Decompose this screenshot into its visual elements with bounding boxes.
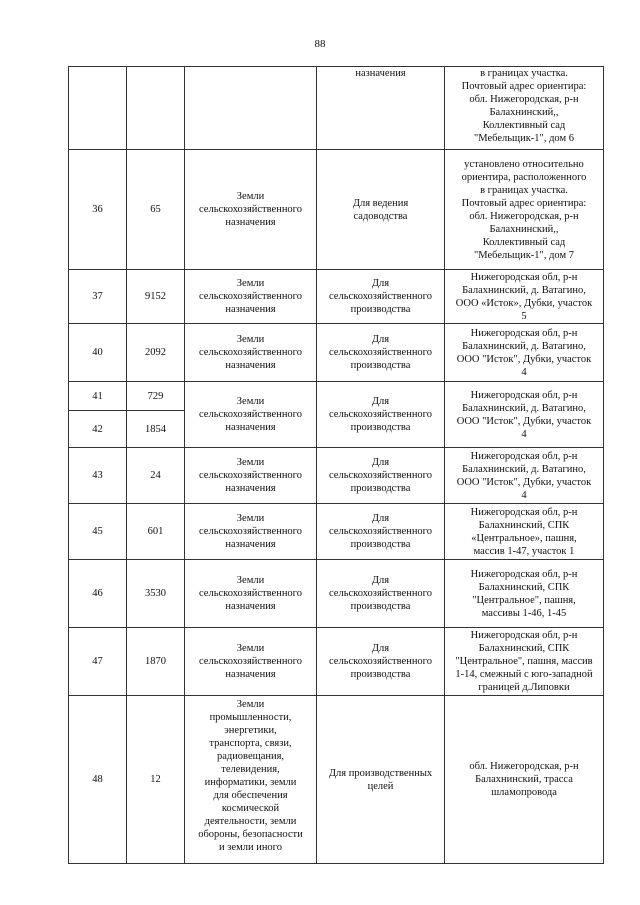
area-cell (127, 67, 185, 150)
table-row (69, 560, 604, 628)
row-number-cell: 36 (69, 150, 127, 270)
land-category-cell: Земли сельскохозяйственного назначения (185, 560, 317, 628)
purpose-cell: Для сельскохозяйственного производства (317, 324, 445, 382)
land-category-cell: Земли сельскохозяйственного назначения (185, 270, 317, 324)
area-cell: 601 (127, 504, 185, 560)
area-cell: 12 (127, 696, 185, 864)
address-cell: установлено относительно ориентира, расположенного в границах участка. Почтовый адрес ориентира: обл. Нижегородская, р-н Балахнинский,, Коллективный сад "Мебельщик-1", дом 7 (445, 150, 604, 270)
purpose-cell: назначения (317, 67, 445, 150)
table-row (69, 150, 604, 270)
table-row (69, 67, 604, 150)
address-cell: обл. Нижегородская, р-н Балахнинский, трасса шламопровода (445, 696, 604, 864)
purpose-cell: Для сельскохозяйственного производства (317, 448, 445, 504)
table-row (69, 448, 604, 504)
address-cell: Нижегородская обл, р-н Балахнинский, д. Ватагино, ООО "Исток", Дубки, участок 4 (445, 382, 604, 448)
area-cell: 24 (127, 448, 185, 504)
land-category-cell: Земли сельскохозяйственного назначения (185, 504, 317, 560)
row-number-cell: 37 (69, 270, 127, 324)
area-cell: 3530 (127, 560, 185, 628)
row-number-cell: 41 (69, 382, 127, 411)
row-number-cell: 40 (69, 324, 127, 382)
area-cell: 1854 (127, 411, 185, 448)
address-cell: Нижегородская обл, р-н Балахнинский, д. Ватагино, ООО "Исток", Дубки, участок 4 (445, 448, 604, 504)
page-number: 88 (314, 38, 326, 50)
purpose-cell: Для сельскохозяйственного производства (317, 628, 445, 696)
address-cell: Нижегородская обл, р-н Балахнинский, СПК «Центральное», пашня, массив 1-47, участок 1 (445, 504, 604, 560)
area-cell: 729 (127, 382, 185, 411)
purpose-cell: Для сельскохозяйственного производства (317, 270, 445, 324)
table-row (69, 504, 604, 560)
row-number-cell: 48 (69, 696, 127, 864)
purpose-cell: Для ведения садоводства (317, 150, 445, 270)
row-number-cell: 45 (69, 504, 127, 560)
address-cell: в границах участка. Почтовый адрес ориентира: обл. Нижегородская, р-н Балахнинский,, Коллективный сад "Мебельщик-1", дом 6 (445, 67, 604, 150)
purpose-cell: Для сельскохозяйственного производства (317, 382, 445, 448)
land-plots-table (68, 66, 604, 864)
purpose-cell: Для сельскохозяйственного производства (317, 560, 445, 628)
area-cell: 65 (127, 150, 185, 270)
land-category-cell: Земли сельскохозяйственного назначения (185, 324, 317, 382)
table-row (69, 382, 604, 411)
land-category-cell (185, 67, 317, 150)
table-row (69, 628, 604, 696)
land-category-cell: Земли сельскохозяйственного назначения (185, 628, 317, 696)
row-number-cell: 46 (69, 560, 127, 628)
address-cell: Нижегородская обл, р-н Балахнинский, д. Ватагино, ООО «Исток», Дубки, участок 5 (445, 270, 604, 324)
row-number-cell: 43 (69, 448, 127, 504)
row-number-cell: 47 (69, 628, 127, 696)
table-row (69, 696, 604, 864)
land-category-cell: Земли сельскохозяйственного назначения (185, 150, 317, 270)
area-cell: 2092 (127, 324, 185, 382)
table-row (69, 324, 604, 382)
area-cell: 1870 (127, 628, 185, 696)
purpose-cell: Для производственных целей (317, 696, 445, 864)
address-cell: Нижегородская обл, р-н Балахнинский, СПК "Центральное", пашня, массив 1-14, смежный с юго-западной границей д.Липовки (445, 628, 604, 696)
purpose-cell: Для сельскохозяйственного производства (317, 504, 445, 560)
land-category-cell: Земли сельскохозяйственного назначения (185, 448, 317, 504)
land-category-cell: Земли промышленности, энергетики, транспорта, связи, радиовещания, телевидения, информатики, земли для обеспечения космической деятельности, земли обороны, безопасности и земли иного (185, 696, 317, 864)
address-cell: Нижегородская обл, р-н Балахнинский, СПК "Центральное", пашня, массивы 1-46, 1-45 (445, 560, 604, 628)
address-cell: Нижегородская обл, р-н Балахнинский, д. Ватагино, ООО "Исток", Дубки, участок 4 (445, 324, 604, 382)
row-number-cell (69, 67, 127, 150)
land-category-cell: Земли сельскохозяйственного назначения (185, 382, 317, 448)
row-number-cell: 42 (69, 411, 127, 448)
area-cell: 9152 (127, 270, 185, 324)
table-row (69, 270, 604, 324)
